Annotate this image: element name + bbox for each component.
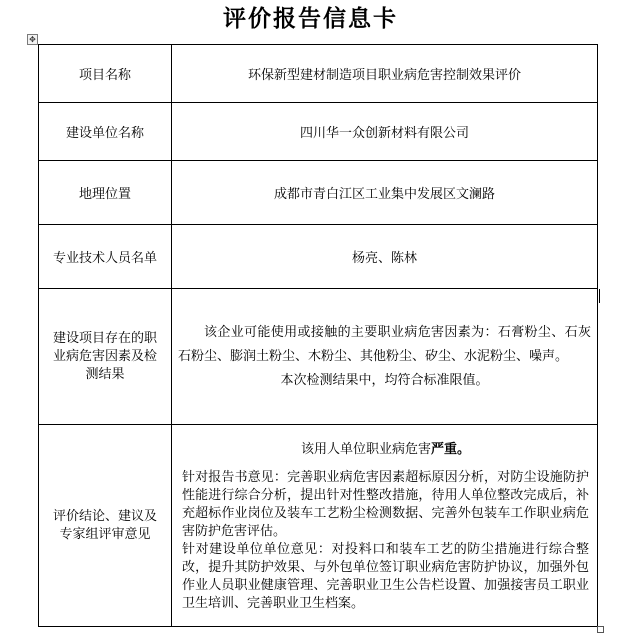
page-title: 评价报告信息卡 xyxy=(223,6,398,32)
table-row xyxy=(39,225,598,289)
table-row xyxy=(39,45,598,103)
report-opinion: 针对报告书意见：完善职业病危害因素超标原因分析，对防尘设施防护性能进行综合分析，提出针对性整改措施，待用人单位整改完成后，补充超标作业岗位及装车工艺粉尘检测数据、完善外包装车工作职业病危害防护危害评估。 xyxy=(182,469,589,539)
table-row xyxy=(39,425,598,627)
table-row xyxy=(39,161,598,225)
hazard-text: 该企业可能使用或接触的主要职业病危害因素为：石膏粉尘、石灰石粉尘、膨润土粉尘、木粉尘、其他粉尘、矽尘、水泥粉尘、噪声。 xyxy=(178,324,591,364)
row-value: 成都市青白江区工业集中发展区文澜路 xyxy=(172,161,598,225)
opinion-conclusion xyxy=(182,441,589,459)
text-cursor xyxy=(599,289,600,303)
table-row xyxy=(39,103,598,161)
row-label: 地理位置 xyxy=(39,161,172,225)
row-label: 评价结论、建议及专家组评审意见 xyxy=(52,508,157,542)
row-label: 专业技术人员名单 xyxy=(39,225,172,289)
conclusion-emphasis: 严重。 xyxy=(431,441,471,457)
opinion-cell xyxy=(172,425,598,627)
row-label: 建设项目存在的职业病危害因素及检测结果 xyxy=(52,330,157,382)
row-value: 杨亮、陈林 xyxy=(172,225,598,289)
row-label: 项目名称 xyxy=(39,45,172,103)
unit-opinion: 针对建设单位单位意见：对投料口和装车工艺的防尘措施进行综合整改，提升其防护效果、与外包单位签订职业病危害防护协议，加强外包作业人员职业健康管理、完善职业卫生公告栏设置、加强接害员工职业卫生培训、完善职业卫生档案。 xyxy=(182,541,589,611)
resize-handle-icon[interactable] xyxy=(597,626,604,633)
table-row xyxy=(39,289,598,425)
hazard-cell xyxy=(172,289,598,425)
row-value: 四川华一众创新材料有限公司 xyxy=(172,103,598,161)
row-value: 环保新型建材制造项目职业病危害控制效果评价 xyxy=(172,45,598,103)
row-label: 建设单位名称 xyxy=(39,103,172,161)
info-card-table xyxy=(38,44,598,627)
conclusion-text: 该用人单位职业病危害 xyxy=(300,441,431,457)
move-icon[interactable]: ✥ xyxy=(27,34,38,45)
hazard-result: 本次检测结果中，均符合标准限值。 xyxy=(280,372,489,388)
